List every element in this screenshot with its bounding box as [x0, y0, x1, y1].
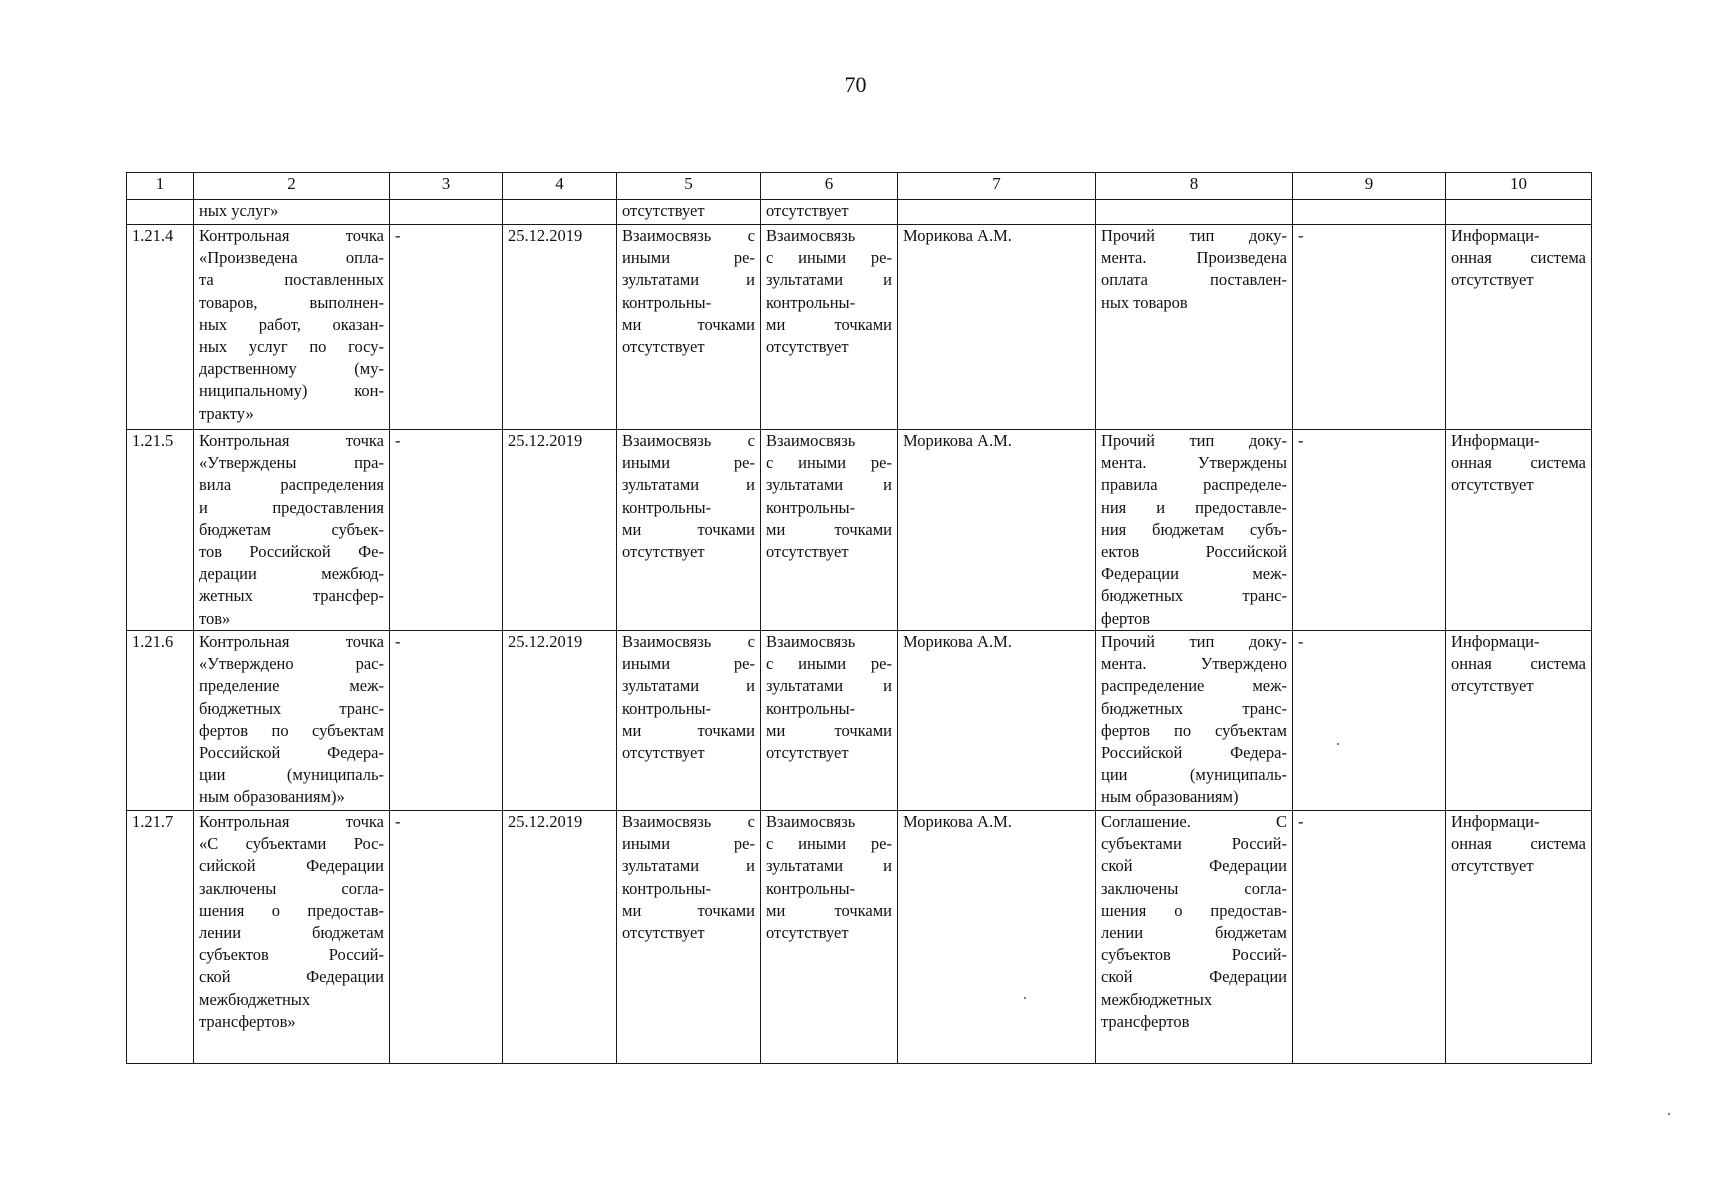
text-line: Информаци-: [1451, 812, 1540, 831]
cell-name: ных услуг»: [194, 200, 390, 225]
cell-col9: [1293, 200, 1446, 225]
cell-info-system: [1446, 811, 1592, 1064]
text-line: онная система: [1451, 248, 1586, 268]
text-line: иными ре-: [622, 654, 755, 674]
text-line: ных услуг по госу-: [199, 337, 384, 357]
column-number-row: [127, 173, 1592, 200]
text-line: лении бюджетам: [1101, 923, 1287, 943]
text-line: контрольны-: [622, 292, 712, 312]
column-header: 2: [194, 173, 390, 200]
text-line: зультатами и: [622, 676, 755, 696]
text-line: мента. Утверждены: [1101, 453, 1287, 473]
text-line: Контрольная точка: [199, 632, 384, 651]
text-line: заключены согла-: [199, 878, 384, 898]
cell-name: [194, 430, 390, 631]
text-line: трансфертов»: [199, 1011, 296, 1031]
text-line: онная система: [1451, 654, 1586, 674]
text-line: иными ре-: [622, 453, 755, 473]
text-line: отсутствует: [766, 923, 849, 943]
table-row: [127, 631, 1592, 811]
cell-person: Морикова А.М.: [898, 430, 1096, 631]
text-line: Информаци-: [1451, 632, 1540, 651]
text-line: отсутствует: [622, 337, 705, 357]
text-line: фертов по субъектам: [199, 720, 384, 740]
page-number: 70: [844, 72, 867, 97]
text-line: Федерации меж-: [1101, 564, 1287, 584]
text-line: Прочий тип доку-: [1101, 226, 1287, 245]
column-header: 5: [617, 173, 761, 200]
text-line: зультатами и: [766, 475, 892, 495]
text-line: бюджетам субъек-: [199, 519, 384, 539]
text-line: субъектов Россий-: [1101, 945, 1287, 965]
cell-person: [898, 200, 1096, 225]
column-header: 1: [127, 173, 194, 200]
cell-info-system: [1446, 631, 1592, 811]
cell-col3: -: [390, 430, 503, 631]
scan-speck: [1337, 743, 1339, 745]
text-line: отсутствует: [1451, 270, 1534, 290]
text-line: Взаимосвязь: [766, 812, 856, 831]
cell-info-system: [1446, 430, 1592, 631]
text-line: лении бюджетам: [199, 923, 384, 943]
text-line: Взаимосвязь: [766, 632, 856, 651]
text-line: тов»: [199, 608, 231, 628]
cell-name: [194, 631, 390, 811]
cell-num: 1.21.6: [127, 631, 194, 811]
text-line: тракту»: [199, 403, 254, 423]
text-line: пределение меж-: [199, 676, 384, 696]
text-line: зультатами и: [766, 270, 892, 290]
text-line: отсутствует: [1451, 676, 1534, 696]
cell-person: Морикова А.М.: [898, 225, 1096, 430]
text-line: Взаимосвязь с: [622, 632, 755, 651]
text-line: ской Федерации: [1101, 856, 1287, 876]
text-line: субъектов Россий-: [199, 945, 384, 965]
text-line: контрольны-: [622, 878, 712, 898]
cell-relation-results: отсутствует: [617, 200, 761, 225]
text-line: отсутствует: [766, 337, 849, 357]
text-line: ми точками: [766, 519, 892, 539]
text-line: межбюджетных: [199, 989, 311, 1009]
text-line: жетных трансфер-: [199, 586, 384, 606]
text-line: шения о предостав-: [1101, 900, 1287, 920]
cell-info-system: [1446, 225, 1592, 430]
text-line: отсутствует: [766, 542, 849, 562]
text-line: ния бюджетам субъ-: [1101, 519, 1287, 539]
text-line: дарственному (му-: [199, 359, 384, 379]
scan-speck: [1024, 997, 1026, 999]
cell-relation-points: отсутствует: [761, 200, 898, 225]
cell-relation-results: [617, 225, 761, 430]
text-line: зультатами и: [766, 676, 892, 696]
text-line: Российской Федера-: [199, 743, 384, 763]
text-line: трансфертов: [1101, 1011, 1190, 1031]
text-line: ми точками: [622, 519, 755, 539]
text-line: контрольны-: [766, 497, 856, 517]
text-line: иными ре-: [622, 248, 755, 268]
text-line: межбюджетных: [1101, 989, 1213, 1009]
text-line: с иными ре-: [766, 834, 892, 854]
column-header: 3: [390, 173, 503, 200]
cell-num: 1.21.7: [127, 811, 194, 1064]
text-line: субъектами Россий-: [1101, 834, 1287, 854]
column-header: 4: [503, 173, 617, 200]
text-line: зультатами и: [622, 856, 755, 876]
text-line: мента. Произведена: [1101, 248, 1287, 268]
text-line: зультатами и: [622, 270, 755, 290]
text-line: мента. Утверждено: [1101, 654, 1287, 674]
table-row: [127, 225, 1592, 430]
text-line: «Произведена опла-: [199, 248, 384, 268]
text-line: оплата поставлен-: [1101, 270, 1287, 290]
continuation-row: [127, 200, 1592, 225]
control-points-table: [126, 172, 1592, 1064]
text-line: Информаци-: [1451, 226, 1540, 245]
text-line: Контрольная точка: [199, 226, 384, 245]
cell-name: [194, 225, 390, 430]
text-line: ции (муниципаль-: [199, 765, 384, 785]
text-line: шения о предостав-: [199, 900, 384, 920]
text-line: контрольны-: [766, 878, 856, 898]
text-line: Контрольная точка: [199, 812, 384, 831]
text-line: и предоставления: [199, 497, 384, 517]
text-line: бюджетных транс-: [1101, 698, 1287, 718]
text-line: ми точками: [622, 314, 755, 334]
text-line: заключены согла-: [1101, 878, 1287, 898]
text-line: с иными ре-: [766, 654, 892, 674]
text-line: ской Федерации: [1101, 967, 1287, 987]
cell-document: [1096, 200, 1293, 225]
text-line: контрольны-: [622, 497, 712, 517]
column-header: 9: [1293, 173, 1446, 200]
cell-document: [1096, 430, 1293, 631]
text-line: правила распределе-: [1101, 475, 1287, 495]
text-line: сийской Федерации: [199, 856, 384, 876]
cell-date: [503, 200, 617, 225]
text-line: ми точками: [766, 314, 892, 334]
text-line: ции (муниципаль-: [1101, 765, 1287, 785]
cell-relation-results: [617, 811, 761, 1064]
text-line: контрольны-: [622, 698, 712, 718]
text-line: отсутствует: [766, 743, 849, 763]
text-line: бюджетных транс-: [199, 698, 384, 718]
text-line: контрольны-: [766, 292, 856, 312]
text-line: ми точками: [622, 720, 755, 740]
text-line: бюджетных транс-: [1101, 586, 1287, 606]
text-line: «С субъектами Рос-: [199, 834, 384, 854]
text-line: дерации межбюд-: [199, 564, 384, 584]
cell-person: Морикова А.М.: [898, 811, 1096, 1064]
text-line: ектов Российской: [1101, 542, 1287, 562]
cell-document: [1096, 225, 1293, 430]
text-line: иными ре-: [622, 834, 755, 854]
text-line: с иными ре-: [766, 453, 892, 473]
cell-col9: -: [1293, 225, 1446, 430]
text-line: Взаимосвязь с: [622, 812, 755, 831]
cell-date: 25.12.2019: [503, 225, 617, 430]
cell-relation-points: [761, 631, 898, 811]
text-line: вила распределения: [199, 475, 384, 495]
scan-speck: [1668, 1113, 1670, 1115]
cell-document: [1096, 811, 1293, 1064]
text-line: ных работ, оказан-: [199, 314, 384, 334]
text-line: «Утверждены пра-: [199, 453, 384, 473]
cell-date: 25.12.2019: [503, 430, 617, 631]
text-line: Взаимосвязь с: [622, 431, 755, 450]
text-line: Взаимосвязь: [766, 226, 856, 245]
text-line: товаров, выполнен-: [199, 292, 384, 312]
cell-relation-points: [761, 430, 898, 631]
column-header: 7: [898, 173, 1096, 200]
text-line: отсутствует: [622, 542, 705, 562]
cell-col9: -: [1293, 631, 1446, 811]
table-row: [127, 811, 1592, 1064]
text-line: зультатами и: [622, 475, 755, 495]
cell-col9: -: [1293, 430, 1446, 631]
text-line: ным образованиям): [1101, 787, 1239, 807]
column-header: 6: [761, 173, 898, 200]
text-line: ми точками: [766, 720, 892, 740]
cell-date: 25.12.2019: [503, 811, 617, 1064]
text-line: контрольны-: [766, 698, 856, 718]
text-line: онная система: [1451, 834, 1586, 854]
cell-num: 1.21.5: [127, 430, 194, 631]
text-line: ным образованиям)»: [199, 787, 345, 807]
text-line: Контрольная точка: [199, 431, 384, 450]
text-line: «Утверждено рас-: [199, 654, 384, 674]
cell-col3: -: [390, 631, 503, 811]
text-line: ниципальному) кон-: [199, 381, 384, 401]
text-line: отсутствует: [622, 923, 705, 943]
cell-col3: -: [390, 811, 503, 1064]
table-row: [127, 430, 1592, 631]
cell-person: Морикова А.М.: [898, 631, 1096, 811]
cell-relation-results: [617, 631, 761, 811]
cell-col9: -: [1293, 811, 1446, 1064]
text-line: Прочий тип доку-: [1101, 632, 1287, 651]
text-line: Соглашение. С: [1101, 812, 1287, 831]
text-line: ми точками: [622, 900, 755, 920]
text-line: фертов по субъектам: [1101, 720, 1287, 740]
cell-info-system: [1446, 200, 1592, 225]
text-line: тов Российской Фе-: [199, 542, 384, 562]
text-line: зультатами и: [766, 856, 892, 876]
text-line: отсутствует: [1451, 856, 1534, 876]
text-line: ской Федерации: [199, 967, 384, 987]
text-line: отсутствует: [622, 743, 705, 763]
text-line: ных товаров: [1101, 292, 1188, 312]
cell-relation-points: [761, 225, 898, 430]
column-header: 8: [1096, 173, 1293, 200]
cell-col3: -: [390, 225, 503, 430]
cell-num: [127, 200, 194, 225]
text-line: отсутствует: [1451, 475, 1534, 495]
text-line: фертов: [1101, 608, 1151, 628]
text-line: Информаци-: [1451, 431, 1540, 450]
text-line: онная система: [1451, 453, 1586, 473]
cell-name: [194, 811, 390, 1064]
text-line: Российской Федера-: [1101, 743, 1287, 763]
cell-document: [1096, 631, 1293, 811]
cell-date: 25.12.2019: [503, 631, 617, 811]
column-header: 10: [1446, 173, 1592, 200]
text-line: та поставленных: [199, 270, 384, 290]
text-line: ми точками: [766, 900, 892, 920]
cell-relation-results: [617, 430, 761, 631]
cell-num: 1.21.4: [127, 225, 194, 430]
text-line: ния и предоставле-: [1101, 497, 1287, 517]
text-line: Прочий тип доку-: [1101, 431, 1287, 450]
text-line: Взаимосвязь: [766, 431, 856, 450]
cell-relation-points: [761, 811, 898, 1064]
cell-col3: [390, 200, 503, 225]
text-line: с иными ре-: [766, 248, 892, 268]
text-line: распределение меж-: [1101, 676, 1287, 696]
text-line: Взаимосвязь с: [622, 226, 755, 245]
